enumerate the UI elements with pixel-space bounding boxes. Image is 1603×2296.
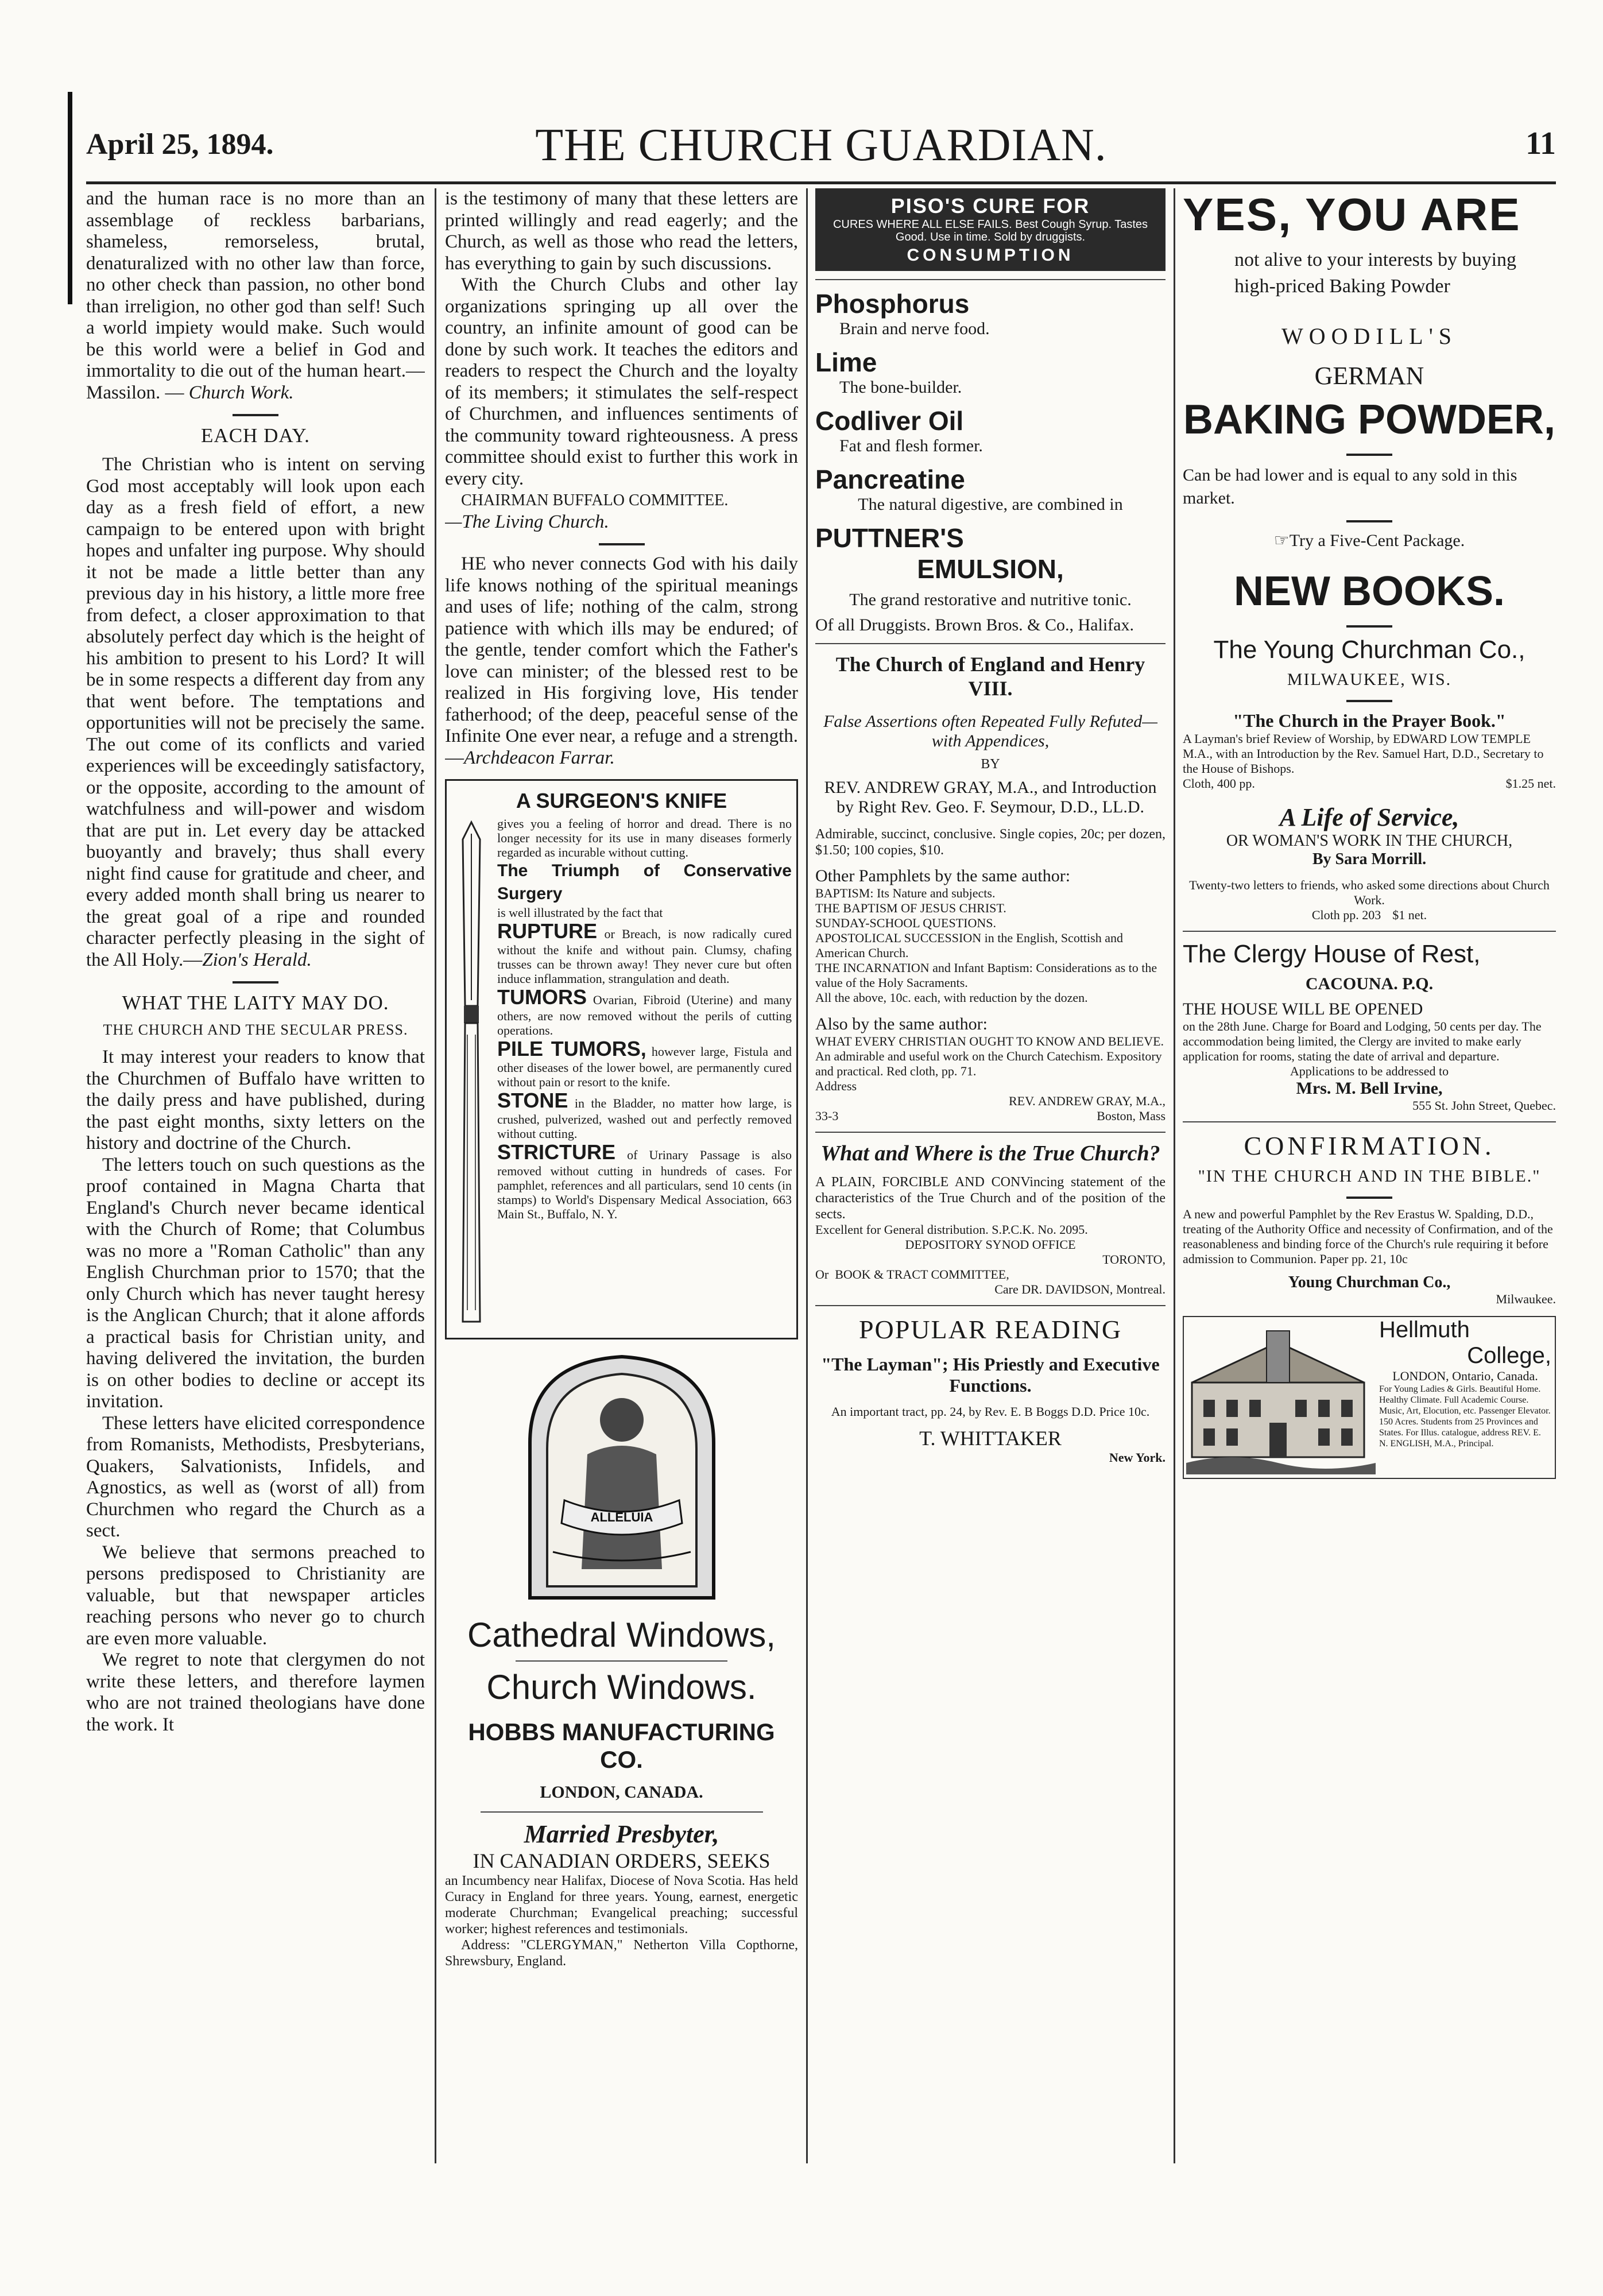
window-banner-text: ALLELUIA: [590, 1510, 653, 1524]
column-rule: [806, 188, 808, 2163]
ad-text: Brain and nerve food.: [839, 319, 990, 338]
pointing-hand-icon: ☞: [1273, 531, 1290, 550]
ad-heading: GERMAN: [1314, 362, 1424, 390]
ad-heading: TUMORS: [497, 985, 587, 1009]
ad-heading: Married Presbyter,: [524, 1820, 719, 1848]
article-source: —The Living Church.: [445, 511, 609, 532]
ad-heading: What and Where is the True Church?: [820, 1141, 1160, 1166]
ad-text: Admirable, succinct, conclusive. Single copies, 20c; per dozen, $1.50; 100 copies, $10.: [815, 827, 1166, 858]
ad-text: By Sara Morrill.: [1312, 850, 1427, 868]
ad-heading: Church Windows.: [486, 1668, 757, 1706]
divider: [1346, 1197, 1392, 1199]
book-title: "The Church in the Prayer Book.": [1233, 710, 1506, 731]
divider: [1346, 700, 1392, 702]
ad-heading: Lime: [815, 347, 877, 377]
ad-text: MILWAUKEE, WIS.: [1287, 670, 1452, 689]
ad-text: TORONTO,: [1102, 1252, 1166, 1267]
surgeon-advertisement: [445, 779, 798, 1339]
divider: [815, 643, 1166, 644]
ad-title: A SURGEON'S KNIFE: [516, 789, 727, 812]
book-title: A Life of Service,: [1279, 803, 1459, 831]
ad-heading: College,: [1467, 1343, 1551, 1368]
ad-text: A new and powerful Pamphlet by the Rev Erastus W. Spalding, D.D., treating of the Authority Office and necessity of Confirmation, and of the reasonableness and binding force of the Church's rule requiring it before admission to Communion. Paper pp. 21, 10c: [1183, 1207, 1553, 1266]
ad-text: Or BOOK & TRACT COMMITTEE,: [815, 1267, 1009, 1281]
ad-text: ☞Try a Five-Cent Package.: [1273, 531, 1465, 550]
ad-text: an Incumbency near Halifax, Diocese of Nova Scotia. Has held Curacy in England for three years. Young, earnest, energetic moderate Churchman; Evangelical preaching; successful worker; highest references and testimonials.: [445, 1873, 798, 1937]
ad-text: or Breach, is now radically cured without the knife and without pain. Clumsy, chafing trusses can be thrown away! They never cure but often induce inflammation, strangulation and death.: [497, 927, 792, 986]
ad-heading: Phosphorus: [815, 289, 970, 319]
article-text: The Christian who is intent on serving God most acceptably will look upon each day as a fresh field of effort, a new campaign to be entered upon with bright hopes and unfalter ing purpose. Why should it not be made a little better than any previous day in his history, a little more free from defect, a closer approximation to that absolutely perfect day which is the height of his ambition to present to his Lord? It will be in some respects a different day from any that went before. The temptations and opportunities will not be precisely the same. The out come of its conflicts and varied experiences will be exceedingly satisfactory, or the opposite, according to the amount of watchfulness and will-power and wisdom that are put in. Let every day be attacked buoyantly and bravely; thus shall every night find cause for gratitude and cheer, and every added month shall bring us nearer to the great goal of a ripe and rounded character perfectly pleasing in the sight of the All Holy.—Zion's Herald.: [86, 454, 425, 970]
divider: [815, 1132, 1166, 1133]
ad-text: 555 St. John Street, Quebec.: [1412, 1098, 1556, 1113]
ad-heading: POPULAR READING: [858, 1315, 1122, 1344]
pamphlet-item: All the above, 10c. each, with reduction by the dozen.: [815, 990, 1088, 1005]
divider: [1183, 931, 1556, 932]
ad-text: of Urinary Passage is also removed without cutting in hundreds of cases. For pamphlet, references and all particulars, send 10 cents (in stamps) to World's Dispensary Medical Association, 663 Main St., Buffalo, N. Y.: [497, 1148, 792, 1221]
ad-text: A Layman's brief Review of Worship, by EDWARD LOW TEMPLE M.A., with an Introduction by the Rev. Samuel Hart, D.D., Secretary to the House of Bishops.: [1183, 731, 1544, 776]
ad-subheading: IN CANADIAN ORDERS, SEEKS: [473, 1849, 770, 1872]
divider: [516, 1660, 727, 1662]
ad-text: The bone-builder.: [839, 378, 962, 397]
college-building-illustration: [1186, 1319, 1376, 1474]
issue-date: April 25, 1894.: [86, 128, 274, 161]
newspaper-title: THE CHURCH GUARDIAN.: [535, 120, 1107, 171]
ad-text: Milwaukee.: [1496, 1292, 1556, 1306]
masthead: [86, 119, 1556, 177]
ad-text: Address: "CLERGYMAN," Netherton Villa Copthorne, Shrewsbury, England.: [445, 1938, 798, 1969]
ad-heading: RUPTURE: [497, 919, 598, 943]
surgical-knife-icon: [451, 816, 491, 1333]
divider: [233, 981, 278, 984]
pamphlet-item: BAPTISM: Its Nature and subjects.: [815, 886, 996, 900]
ad-text: DEPOSITORY SYNOD OFFICE: [905, 1237, 1076, 1252]
ad-heading: STONE: [497, 1089, 568, 1112]
ad-text: For Young Ladies & Girls. Beautiful Home. Healthy Climate. Full Academic Course. Music, Art, Elocution, etc. Passenger Elevator. 150 Acres. Students from 25 Provinces and States. For Illus. catalogue, address REV. E. N. ENGLISH, M.A., Principal.: [1379, 1384, 1551, 1449]
book-price: Cloth pp. 203 $1 net.: [1311, 908, 1427, 922]
stained-glass-window-illustration: [518, 1351, 725, 1604]
ad-text: LONDON, Ontario, Canada.: [1392, 1369, 1538, 1383]
divider: [1346, 454, 1392, 456]
ad-heading: CONFIRMATION.: [1244, 1131, 1495, 1160]
ad-text: New York.: [1109, 1450, 1166, 1465]
divider: [1346, 625, 1392, 628]
ad-text: however large, Fistula and other diseases of the lower bowel, are permanently cured without pain or resort to the knife.: [497, 1044, 792, 1089]
ad-heading: Codliver Oil: [815, 406, 964, 436]
ad-text: BY: [981, 757, 1000, 772]
ad-text: Ovarian, Fibroid (Uterine) and many others, are now removed without the perils of cutting operations.: [497, 993, 792, 1037]
ad-text: 33-3 Boston, Mass: [815, 1109, 1166, 1123]
ad-heading: BAKING POWDER,: [1183, 397, 1555, 443]
ad-text: Other Pamphlets by the same author:: [815, 866, 1071, 885]
pamphlet-item: SUNDAY-SCHOOL QUESTIONS.: [815, 916, 996, 930]
ad-heading: HOBBS MANUFACTURING CO.: [468, 1718, 775, 1773]
ad-text: OR WOMAN'S WORK IN THE CHURCH,: [1226, 832, 1513, 850]
ad-heading: Cathedral Windows,: [467, 1616, 776, 1654]
article-text: We regret to note that clergymen do not write these letters, and therefore laymen who are not trained theologians have done the work. It: [86, 1650, 425, 1735]
ad-text: WHAT EVERY CHRISTIAN OUGHT TO KNOW AND BELIEVE. An admirable and useful work on the Church Catechism. Expository and practical. Red cloth, pp. 71.: [815, 1034, 1164, 1078]
ad-heading: PUTTNER'S: [815, 523, 964, 553]
article-text: It may interest your readers to know that the Churchmen of Buffalo have written to the daily press and have published, during the past eight months, sixty letters on the history and doctrine of the Church.: [86, 1047, 425, 1153]
book-price: Cloth, 400 pp. $1.25 net.: [1183, 776, 1556, 791]
ad-text: Twenty-two letters to friends, who asked some directions about Church Work.: [1189, 878, 1550, 907]
pamphlet-item: APOSTOLICAL SUCCESSION in the English, Scottish and American Church.: [815, 931, 1123, 960]
article-text: and the human race is no more than an assemblage of reckless barbarians, shameless, remorseless, brutal, denaturalized with no other law than force, no other check than passion, no other bond than irreligion, no other god than self! Such a world impiety would make. Such would be this world were a belief in God and immortality to die out of the human heart.—Massilon. — Church Work.: [86, 188, 425, 403]
ad-text: The natural digestive, are combined in: [858, 495, 1123, 514]
ad-heading: STRICTURE: [497, 1140, 615, 1164]
ad-text: Fat and flesh former.: [839, 436, 983, 455]
ad-text: Care DR. DAVIDSON, Montreal.: [994, 1282, 1166, 1296]
divider: [233, 414, 278, 416]
ad-text: An important tract, pp. 24, by Rev. E. B Boggs D.D. Price 10c.: [831, 1404, 1150, 1419]
ad-text: CACOUNA. P.Q.: [1305, 974, 1434, 993]
divider: [1346, 520, 1392, 522]
ad-text: Young Churchman Co.,: [1288, 1273, 1451, 1291]
ad-heading: The Clergy House of Rest,: [1183, 940, 1481, 968]
ad-subheading: LONDON, CANADA.: [540, 1783, 703, 1802]
article-text: These letters have elicited correspondence from Romanists, Methodists, Presbyterians, Quakers, Salvationists, Infidels, and Agnostics, as well as (worst of all) from Churchmen who regard the Church as a sect.: [86, 1412, 425, 1541]
ad-heading: The Triumph of Conservative Surgery: [497, 861, 792, 903]
ad-subheading: "IN THE CHURCH AND IN THE BIBLE.": [1198, 1167, 1541, 1186]
divider: [815, 1305, 1166, 1306]
ad-text: Also by the same author:: [815, 1015, 988, 1033]
hellmuth-college-advertisement: [1183, 1316, 1556, 1479]
column-3: [815, 188, 1166, 2158]
column-rule: [435, 188, 436, 2163]
ad-heading: The Young Churchman Co.,: [1213, 636, 1525, 664]
article-heading: EACH DAY.: [201, 424, 310, 447]
ad-text: in the Bladder, no matter how large, is crushed, pulverized, washed out and perfectly removed without cutting.: [497, 1096, 792, 1141]
ad-text: Can be had lower and is equal to any sold in this market.: [1183, 466, 1517, 508]
article-text: We believe that sermons preached to persons predisposed to Christianity are valuable, but that newspaper articles reaching persons who never go to church are even more valuable.: [86, 1542, 425, 1649]
article-heading: WHAT THE LAITY MAY DO.: [122, 992, 389, 1014]
divider: [1183, 1121, 1556, 1122]
ad-heading: NEW BOOKS.: [1233, 568, 1505, 614]
pamphlet-item: THE BAPTISM OF JESUS CHRIST.: [815, 901, 1006, 915]
ad-text: not alive to your interests by buying high-priced Baking Powder: [1234, 249, 1517, 297]
ad-text: CURES WHERE ALL ELSE FAILS. Best Cough Syrup. Tastes Good. Use in time. Sold by druggists.: [833, 218, 1148, 243]
ad-heading: The Church of England and Henry VIII.: [835, 653, 1145, 700]
column-1: [86, 188, 425, 2158]
ad-text: Address: [815, 1079, 857, 1093]
article-text: With the Church Clubs and other lay organizations springing up all over the country, an infinite amount of good can be done by such work. It teaches the editors and readers to respect the Church and the loyalty of its members; it stimulates the self-respect of Churchmen, and influences sentiments of the community toward righteousness. A press committee should exist to further this work in every city.: [445, 274, 798, 489]
article-text: The letters touch on such questions as the proof contained in Magna Charta that England's Church never became identical with the Church of Rome; that Columbus was no more a "Roman Catholic" than any English Churchman prior to 1570; that the only Church which has never taught heresy is the Anglican Church; that it alone affords a practical basis for Christian unity, and having delivered the invitation, the burden is on other bodies to decline or accept its invitation.: [86, 1154, 425, 1412]
column-4: [1183, 188, 1556, 2158]
ad-text: Applications to be addressed to: [1290, 1064, 1449, 1078]
ad-text: A PLAIN, FORCIBLE AND CONVincing statement of the characteristics of the True Church and of the position of the sects.: [815, 1175, 1166, 1222]
ad-text: is well illustrated by the fact that: [497, 905, 663, 920]
article-subheading: THE CHURCH AND THE SECULAR PRESS.: [103, 1021, 408, 1038]
ad-heading: YES, YOU ARE: [1183, 189, 1521, 240]
ad-heading: EMULSION,: [917, 554, 1064, 584]
column-2: [445, 188, 798, 2158]
ad-heading: PISO'S CURE FOR: [890, 194, 1090, 218]
signature: CHAIRMAN BUFFALO COMMITTEE.: [461, 491, 729, 509]
ad-heading: "The Layman"; His Priestly and Executive Functions.: [821, 1354, 1160, 1396]
article-text: is the testimony of many that these letters are printed willingly and read eagerly; and the Church, as well as those who read the letters, has everything to gain by such discussions.: [445, 188, 798, 274]
divider: [481, 1811, 763, 1813]
ad-text: gives you a feeling of horror and dread. There is no longer necessity for its use in many diseases formerly regarded as incurable without cutting.: [497, 816, 792, 859]
article-text: HE who never connects God with his daily life knows nothing of the spiritual meanings and uses of life; nothing of the calm, strong patience with which ills may be endured; of the gentle, tender comfort which the Father's love can minister; of the blessed rest to be realized in His forgiving love, His tender fatherhood; of the deep, peaceful sense of the Infinite One ever near, a refuge and a strength.—Archdeacon Farrar.: [445, 553, 798, 768]
divider: [815, 279, 1166, 280]
ad-text: False Assertions often Repeated Fully Refuted—with Appendices,: [823, 712, 1157, 750]
ad-text: on the 28th June. Charge for Board and Lodging, 50 cents per day. The accommodation being limited, the Clergy are invited to make early application for rooms, stating the date of arrival and departure.: [1183, 1019, 1542, 1063]
ad-text: Excellent for General distribution. S.P.C.K. No. 2095.: [815, 1222, 1088, 1237]
ad-text: REV. ANDREW GRAY, M.A.,: [1008, 1094, 1166, 1108]
ad-heading: CONSUMPTION: [907, 246, 1074, 265]
ad-text: Mrs. M. Bell Irvine,: [1296, 1079, 1443, 1098]
page-edge-mark: [68, 92, 72, 304]
ad-heading: Hellmuth: [1379, 1317, 1470, 1342]
ad-text: REV. ANDREW GRAY, M.A., and Introduction by Right Rev. Geo. F. Seymour, D.D., LL.D.: [824, 778, 1157, 816]
divider: [599, 543, 645, 545]
ad-heading: PILE TUMORS,: [497, 1037, 646, 1060]
pisos-cure-advertisement: [815, 188, 1166, 271]
ad-heading: T. WHITTAKER: [919, 1427, 1062, 1450]
column-rule: [1174, 188, 1175, 2163]
ad-heading: THE HOUSE WILL BE OPENED: [1183, 1000, 1423, 1019]
ad-text: The grand restorative and nutritive tonic.: [849, 590, 1132, 609]
masthead-rule: [86, 181, 1556, 184]
pamphlet-item: THE INCARNATION and Infant Baptism: Considerations as to the value of the Holy Sacraments.: [815, 961, 1157, 990]
ad-text: Of all Druggists. Brown Bros. & Co., Halifax.: [815, 615, 1134, 634]
page-number: 11: [1525, 126, 1556, 161]
ad-heading: Pancreatine: [815, 464, 965, 494]
ad-heading: WOODILL'S: [1281, 323, 1458, 349]
